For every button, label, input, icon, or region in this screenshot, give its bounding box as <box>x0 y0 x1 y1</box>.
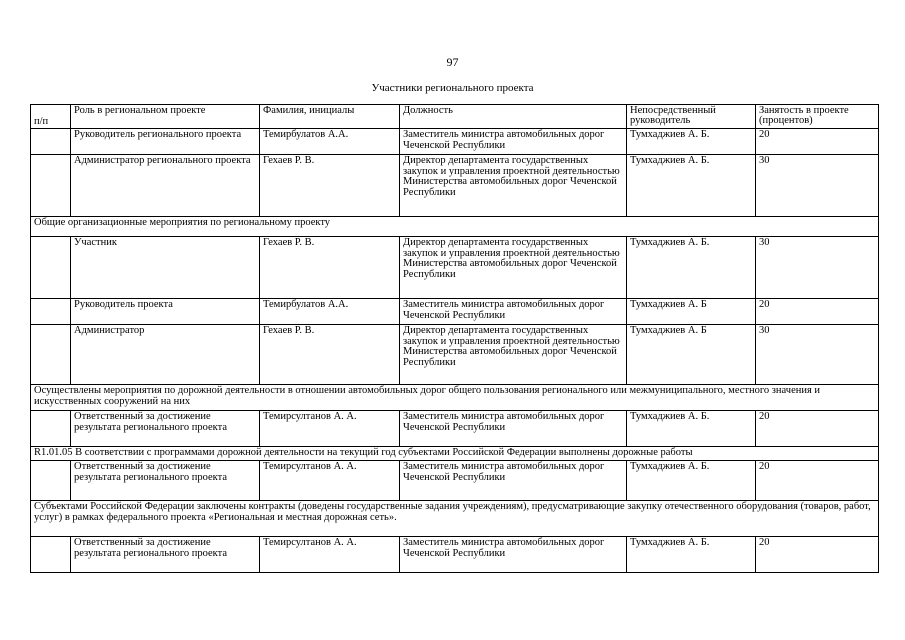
row-name: Гехаев Р. В. <box>260 155 400 217</box>
table-row <box>31 325 879 385</box>
row-load: 20 <box>756 411 879 447</box>
row-number <box>31 411 71 447</box>
section-row <box>31 447 879 461</box>
row-manager: Тумхаджиев А. Б <box>627 299 756 325</box>
row-load: 20 <box>756 461 879 501</box>
row-manager: Тумхаджиев А. Б. <box>627 411 756 447</box>
table-row <box>31 237 879 299</box>
page-number: 97 <box>446 55 459 69</box>
row-number <box>31 325 71 385</box>
row-name: Гехаев Р. В. <box>260 325 400 385</box>
row-role: Руководитель проекта <box>71 299 260 325</box>
table-header-row <box>31 105 879 129</box>
row-role: Администратор регионального проекта <box>71 155 260 217</box>
row-position: Заместитель министра автомобильных дорог Чеченской Республики <box>400 299 627 325</box>
row-number <box>31 461 71 501</box>
row-manager: Тумхаджиев А. Б. <box>627 237 756 299</box>
section-title: Общие организационные мероприятия по региональному проекту <box>31 217 879 237</box>
row-name: Темирсултанов А. А. <box>260 461 400 501</box>
row-load: 20 <box>756 537 879 573</box>
row-name: Темирсултанов А. А. <box>260 411 400 447</box>
header-role: Роль в региональном проекте <box>71 105 260 129</box>
section-row <box>31 385 879 411</box>
row-manager: Тумхаджиев А. Б. <box>627 155 756 217</box>
table-row <box>31 129 879 155</box>
row-load: 20 <box>756 299 879 325</box>
section-title: Осуществлены мероприятия по дорожной деятельности в отношении автомобильных дорог общего пользования регионального или межмуниципального, местного значения и искусственных сооружений на них <box>31 385 879 411</box>
table-row <box>31 299 879 325</box>
row-number <box>31 299 71 325</box>
row-manager: Тумхаджиев А. Б. <box>627 129 756 155</box>
row-role: Руководитель регионального проекта <box>71 129 260 155</box>
table-row <box>31 537 879 573</box>
row-load: 30 <box>756 325 879 385</box>
row-position: Заместитель министра автомобильных дорог Чеченской Республики <box>400 129 627 155</box>
header-name: Фамилия, инициалы <box>260 105 400 129</box>
row-role: Ответственный за достижение результата регионального проекта <box>71 461 260 501</box>
header-position: Должность <box>400 105 627 129</box>
table-row <box>31 461 879 501</box>
document-title: Участники регионального проекта <box>371 82 534 94</box>
row-name: Гехаев Р. В. <box>260 237 400 299</box>
row-position: Директор департамента государственных закупок и управления проектной деятельностью Министерства автомобильных дорог Чеченской Республики <box>400 325 627 385</box>
header-manager: Непосредственный руководитель <box>627 105 756 129</box>
row-name: Темирбулатов А.А. <box>260 129 400 155</box>
row-manager: Тумхаджиев А. Б. <box>627 537 756 573</box>
row-load: 30 <box>756 155 879 217</box>
row-manager: Тумхаджиев А. Б. <box>627 461 756 501</box>
row-position: Заместитель министра автомобильных дорог Чеченской Республики <box>400 411 627 447</box>
row-number <box>31 155 71 217</box>
row-load: 20 <box>756 129 879 155</box>
header-number: п/п <box>31 105 71 129</box>
section-title: Субъектами Российской Федерации заключены контракты (доведены государственные задания учреждениям), предусматривающие закупку отечественного оборудования (товаров, работ, услуг) в рамках федерального проекта «Региональная и местная дорожная сеть». <box>31 501 879 537</box>
row-position: Заместитель министра автомобильных дорог Чеченской Республики <box>400 461 627 501</box>
row-name: Темирбулатов А.А. <box>260 299 400 325</box>
row-position: Директор департамента государственных закупок и управления проектной деятельностью Министерства автомобильных дорог Чеченской Республики <box>400 155 627 217</box>
section-row <box>31 217 879 237</box>
row-role: Ответственный за достижение результата регионального проекта <box>71 411 260 447</box>
header-load: Занятость в проекте (процентов) <box>756 105 879 129</box>
row-position: Заместитель министра автомобильных дорог Чеченской Республики <box>400 537 627 573</box>
row-role: Ответственный за достижение результата регионального проекта <box>71 537 260 573</box>
row-role: Администратор <box>71 325 260 385</box>
table-row <box>31 155 879 217</box>
row-load: 30 <box>756 237 879 299</box>
row-number <box>31 129 71 155</box>
row-number <box>31 237 71 299</box>
table-row <box>31 411 879 447</box>
row-position: Директор департамента государственных закупок и управления проектной деятельностью Министерства автомобильных дорог Чеченской Республики <box>400 237 627 299</box>
row-role: Участник <box>71 237 260 299</box>
row-manager: Тумхаджиев А. Б <box>627 325 756 385</box>
section-title: R1.01.05 В соответствии с программами дорожной деятельности на текущий год субъектами Российской Федерации выполнены дорожные работы <box>31 447 879 461</box>
section-row <box>31 501 879 537</box>
row-name: Темирсултанов А. А. <box>260 537 400 573</box>
row-number <box>31 537 71 573</box>
participants-table <box>30 104 879 573</box>
